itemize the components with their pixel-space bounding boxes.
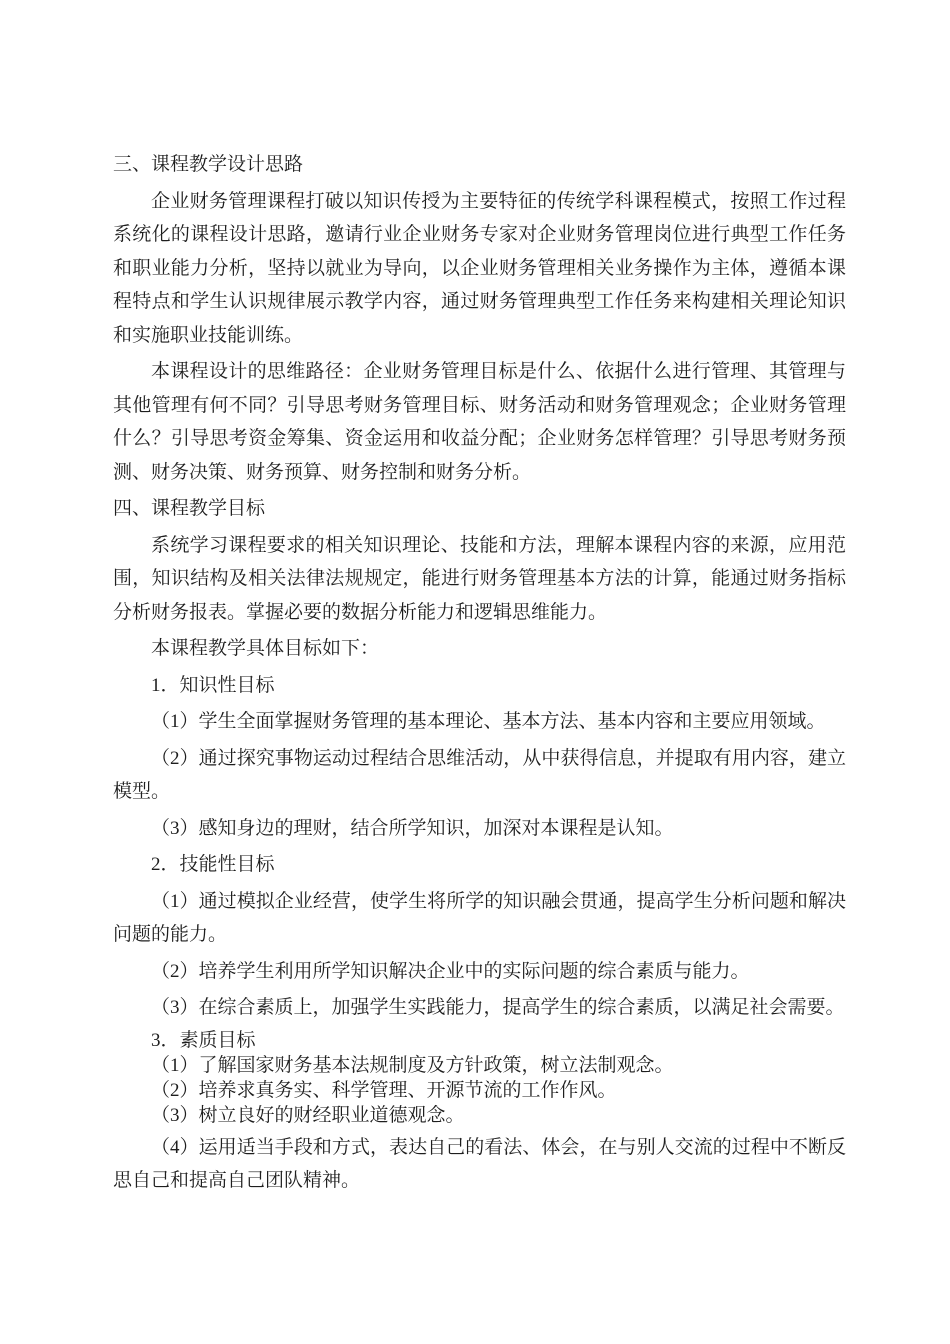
para-knowledge-goal-3: （3）感知身边的理财，结合所学知识，加深对本课程是认知。	[151, 817, 674, 839]
para-quality-goal-1: （1）了解国家财务基本法规制度及方针政策，树立法制观念。	[151, 1054, 674, 1076]
section-heading-teaching-objectives: 四、课程教学目标	[113, 498, 266, 519]
para-skill-goal-3: （3）在综合素质上，加强学生实践能力，提高学生的综合素质，以满足社会需要。	[151, 997, 845, 1018]
para-quality-goal-4: （4）运用适当手段和方式，表达自己的看法、体会，在与别人交流的过程中不断反思自己和提高自己团队精神。	[113, 1136, 846, 1191]
document-content	[113, 148, 846, 1201]
para-knowledge-goal-1: （1）学生全面掌握财务管理的基本理论、基本方法、基本内容和主要应用领域。	[151, 711, 826, 732]
para-design-approach-1: 企业财务管理课程打破以知识传授为主要特征的传统学科课程模式，按照工作过程系统化的课程设计思路，邀请行业企业财务专家对企业财务管理岗位进行典型工作任务和职业能力分析，坚持以就业为导向，以企业财务管理相关业务操作为主体，遵循本课程特点和学生认识规律展示教学内容，通过财务管理典型工作任务来构建相关理论知识和实施职业技能训练。	[113, 190, 846, 346]
para-quality-goal-2: （2）培养求真务实、科学管理、开源节流的工作作风。	[151, 1079, 617, 1101]
section-heading-design-approach: 三、课程教学设计思路	[113, 154, 304, 175]
subheading-knowledge-goals: 1．知识性目标	[151, 674, 275, 696]
subheading-skill-goals: 2．技能性目标	[151, 854, 275, 875]
subheading-quality-goals: 3．素质目标	[151, 1029, 256, 1051]
para-quality-goal-3: （3）树立良好的财经职业道德观念。	[151, 1104, 465, 1126]
para-skill-goal-1: （1）通过模拟企业经营，使学生将所学的知识融会贯通，提高学生分析问题和解决问题的能力。	[113, 890, 846, 945]
para-design-approach-2: 本课程设计的思维路径：企业财务管理目标是什么、依据什么进行管理、其管理与其他管理有何不同？引导思考财务管理目标、财务活动和财务管理观念；企业财务管理什么？引导思考资金筹集、资金运用和收益分配；企业财务怎样管理？引导思考财务预测、财务决策、财务预算、财务控制和财务分析。	[113, 361, 846, 483]
para-knowledge-goal-2: （2）通过探究事物运动过程结合思维活动，从中获得信息，并提取有用内容，建立模型。	[113, 747, 846, 802]
para-objectives-overview: 系统学习课程要求的相关知识理论、技能和方法，理解本课程内容的来源，应用范围，知识结构及相关法律法规规定，能进行财务管理基本方法的计算，能通过财务指标分析财务报表。掌握必要的数据分析能力和逻辑思维能力。	[113, 534, 846, 623]
para-objectives-intro: 本课程教学具体目标如下：	[151, 638, 380, 659]
para-skill-goal-2: （2）培养学生利用所学知识解决企业中的实际问题的综合素质与能力。	[151, 960, 750, 982]
